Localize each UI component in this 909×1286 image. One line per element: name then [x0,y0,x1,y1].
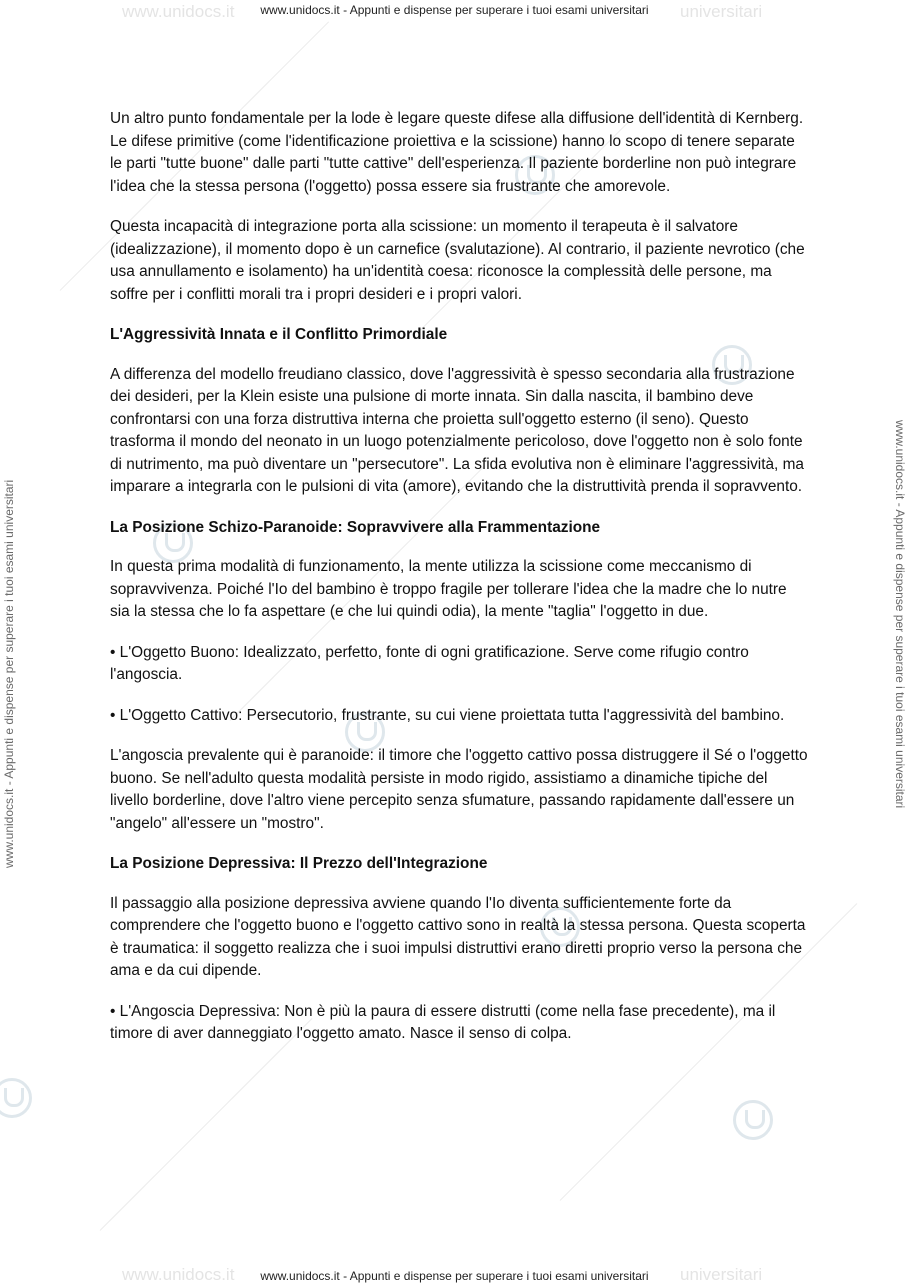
section-heading: La Posizione Depressiva: Il Prezzo dell'Integrazione [110,855,488,872]
paragraph: Questa incapacità di integrazione porta alla scissione: un momento il terapeuta è il salvatore (idealizzazione), il momento dopo è un carnefice (svalutazione). Al contrario, il paziente nevrotico (che usa annullamento e isolamento) ha un'identità coesa: riconosce la complessità delle persone, ma soffre per i conflitti morali tra i propri desideri e i propri valori. [110,218,805,303]
ghost-watermark-top: www.unidocs.it [122,2,235,21]
paragraph: A differenza del modello freudiano classico, dove l'aggressività è spesso secondaria alla frustrazione dei desideri, per la Klein esiste una pulsione di morte innata. Sin dalla nascita, il bambino deve confrontarsi con una forza distruttiva interna che proietta sull'oggetto esterno (il seno). Questo trasforma il mondo del neonato in un luogo potenzialmente pericoloso, dove l'oggetto non è solo fonte di nutrimento, ma può diventare un "persecutore". La sfida evolutiva non è eliminare l'aggressività, ma imparare a integrarla con le pulsioni di vita (amore), evitando che la distruttività prenda il sopravvento. [110,365,804,495]
bullet-item: • L'Oggetto Cattivo: Persecutorio, frustrante, su cui viene proiettata tutta l'aggressività del bambino. [110,706,785,724]
footer-watermark: www.unidocs.it - Appunti e dispense per superare i tuoi esami universitari [260,1269,649,1283]
paragraph: L'angoscia prevalente qui è paranoide: il timore che l'oggetto cattivo possa distruggere il Sé o l'oggetto buono. Se nell'adulto questa modalità persiste in modo rigido, assistiamo a dinamiche tipiche del livello borderline, dove l'altro viene percepito senza sfumature, passando rapidamente dall'essere un "angelo" all'essere un "mostro". [110,747,808,832]
document-body [110,108,810,1064]
section-heading: La Posizione Schizo-Paranoide: Sopravvivere alla Frammentazione [110,518,601,536]
bullet-item: • L'Angoscia Depressiva: Non è più la paura di essere distrutti (come nella fase precedente), ma il timore di aver danneggiato l'oggetto amato. Nasce il senso di colpa. [110,1002,776,1042]
unidocs-logo-icon [0,1078,32,1118]
unidocs-logo-icon [733,1100,773,1140]
side-watermark-left: www.unidocs.it - Appunti e dispense per superare i tuoi esami universitari [2,479,16,868]
section-heading: L'Aggressività Innata e il Conflitto Primordiale [110,326,448,343]
paragraph: In questa prima modalità di funzionamento, la mente utilizza la scissione come meccanismo di sopravvivenza. Poiché l'Io del bambino è troppo fragile per tollerare l'idea che la madre che lo nutre sia la stessa che lo fa aspettare (e che lui quindi odia), la mente "taglia" l'oggetto in due. [110,558,787,620]
side-watermark-right: www.unidocs.it - Appunti e dispense per superare i tuoi esami universitari [893,420,907,809]
ghost-watermark-bottom: www.unidocs.it [122,1265,235,1284]
ghost-watermark-top-right: universitari [680,2,763,21]
bullet-item: • L'Oggetto Buono: Idealizzato, perfetto, fonte di ogni gratificazione. Serve come rifugio contro l'angoscia. [110,643,749,683]
paragraph: Il passaggio alla posizione depressiva avviene quando l'Io diventa sufficientemente forte da comprendere che l'oggetto buono e l'oggetto cattivo sono in realtà la stessa persona. Questa scoperta è traumatica: il soggetto realizza che i suoi impulsi distruttivi erano diretti proprio verso la persona che ama e da cui dipende. [110,894,806,979]
paragraph: Un altro punto fondamentale per la lode è legare queste difese alla diffusione dell'identità di Kernberg. Le difese primitive (come l'identificazione proiettiva e la scissione) hanno lo scopo di tenere separate le parti "tutte buone" dalle parti "tutte cattive" dell'esperienza. Il paziente borderline non può integrare l'idea che la stessa persona (l'oggetto) possa essere sia frustrante che amorevole. [110,110,804,195]
ghost-watermark-bottom-right: universitari [680,1265,763,1284]
header-watermark: www.unidocs.it - Appunti e dispense per superare i tuoi esami universitari [260,3,649,17]
